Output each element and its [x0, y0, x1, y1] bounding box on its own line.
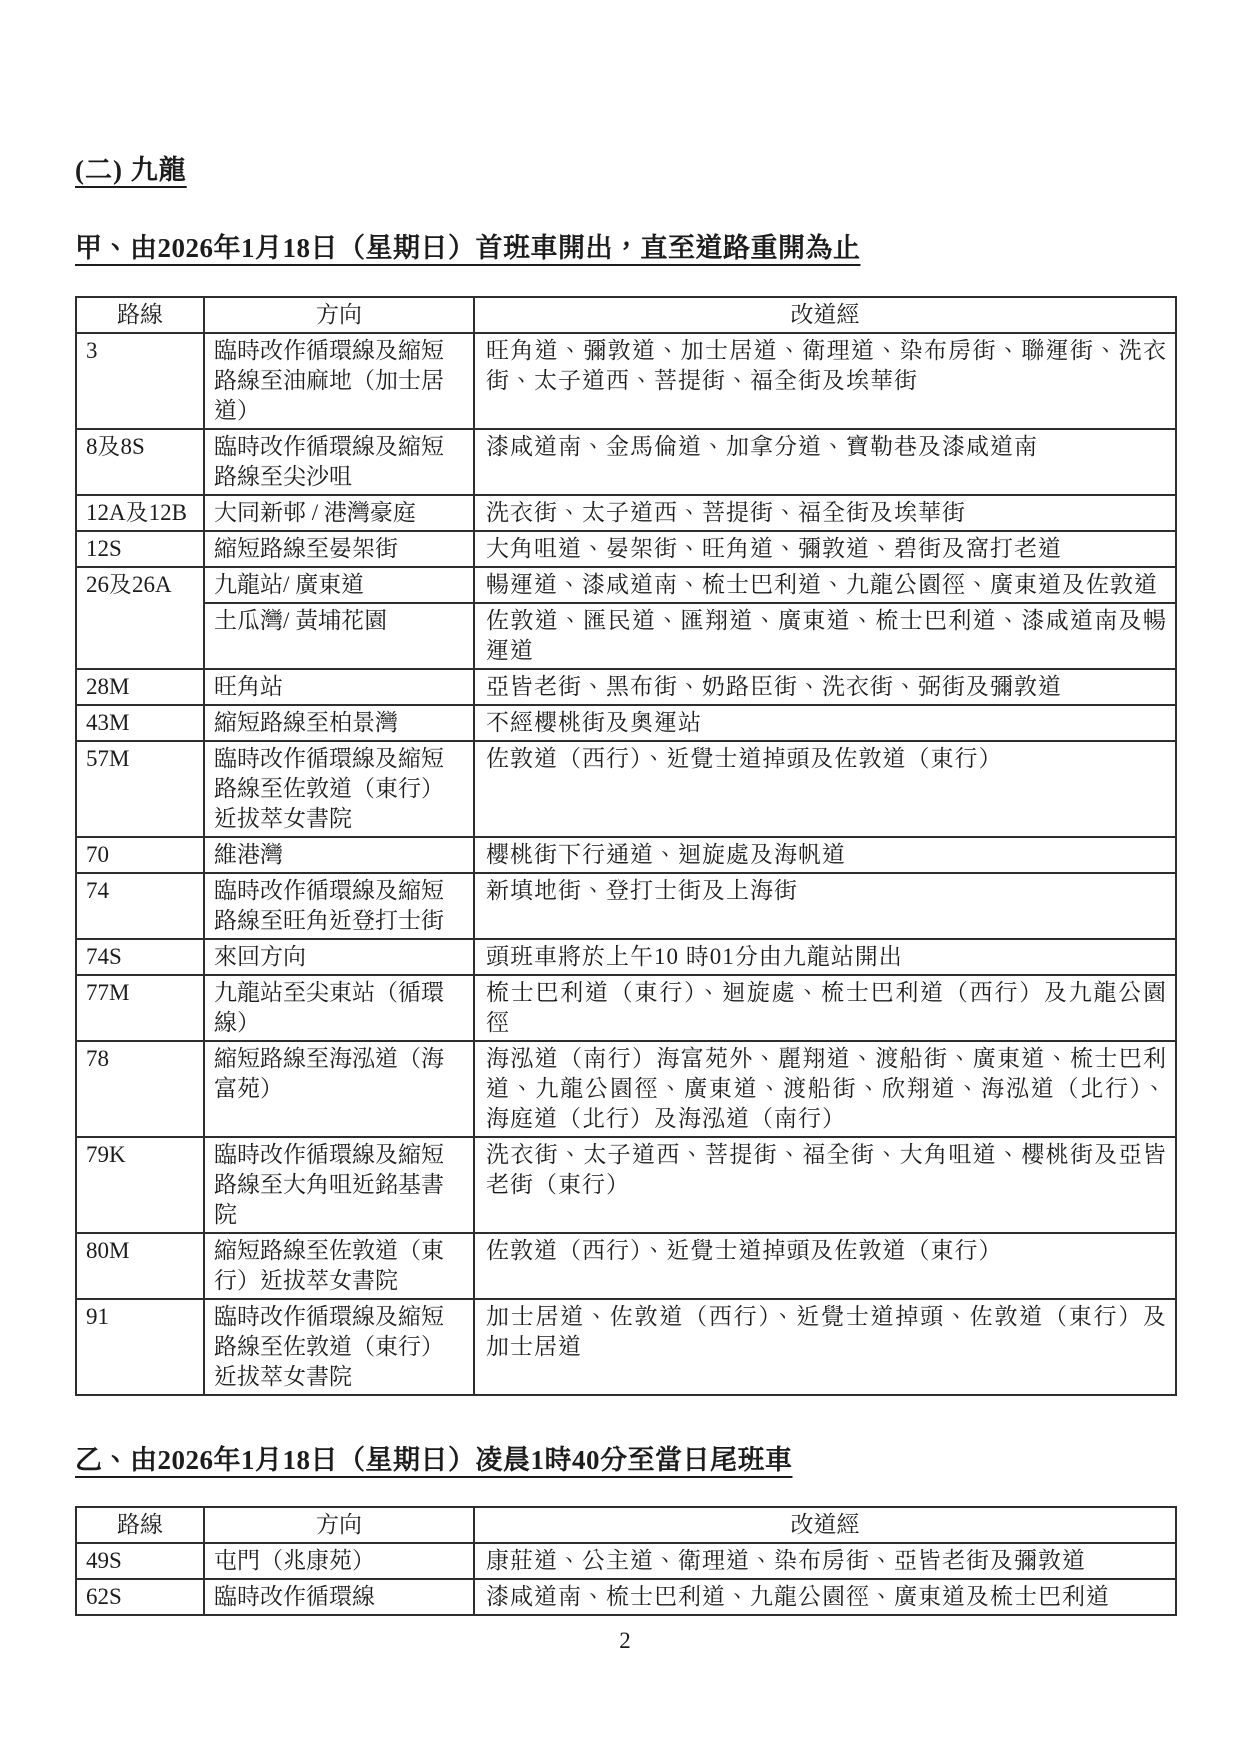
direction-cell: 縮短路線至佐敦道（東行）近拔萃女書院 [204, 1233, 474, 1299]
page-title: (二) 九龍 [75, 155, 187, 185]
direction-cell: 九龍站至尖東站（循環線） [204, 975, 474, 1041]
via-cell: 康莊道、公主道、衛理道、染布房街、亞皆老街及彌敦道 [474, 1543, 1176, 1579]
via-cell: 漆咸道南、梳士巴利道、九龍公園徑、廣東道及梳士巴利道 [474, 1579, 1176, 1615]
direction-cell: 土瓜灣/ 黃埔花園 [204, 603, 474, 669]
via-cell: 佐敦道、匯民道、匯翔道、廣東道、梳士巴利道、漆咸道南及暢運道 [474, 603, 1176, 669]
route-cell: 57M [76, 741, 204, 837]
direction-cell: 縮短路線至晏架街 [204, 531, 474, 567]
via-cell: 新填地街、登打士街及上海街 [474, 873, 1176, 939]
direction-cell: 臨時改作循環線 [204, 1579, 474, 1615]
direction-cell: 臨時改作循環線及縮短路線至尖沙咀 [204, 429, 474, 495]
route-cell: 77M [76, 975, 204, 1041]
table-row [76, 939, 1176, 975]
document-page [0, 152, 1241, 1755]
table-row [76, 567, 1176, 603]
via-cell: 海泓道（南行）海富苑外、麗翔道、渡船街、廣東道、梳士巴利道、九龍公園徑、廣東道、渡船街、欣翔道、海泓道（北行）、海庭道（北行）及海泓道（南行） [474, 1041, 1176, 1137]
direction-cell: 屯門（兆康苑） [204, 1543, 474, 1579]
table-row [76, 975, 1176, 1041]
direction-cell: 臨時改作循環線及縮短路線至旺角近登打士街 [204, 873, 474, 939]
table-row [76, 495, 1176, 531]
route-cell: 28M [76, 669, 204, 705]
table-row [76, 603, 1176, 669]
route-cell: 12S [76, 531, 204, 567]
route-cell: 79K [76, 1137, 204, 1233]
route-cell: 80M [76, 1233, 204, 1299]
route-cell: 62S [76, 1579, 204, 1615]
route-cell: 70 [76, 837, 204, 873]
direction-cell: 臨時改作循環線及縮短路線至佐敦道（東行）近拔萃女書院 [204, 741, 474, 837]
section-heading-b: 乙、由2026年1月18日（星期日）凌晨1時40分至當日尾班車 [75, 1445, 793, 1475]
table-header-direction: 方向 [204, 1507, 474, 1543]
route-cell: 49S [76, 1543, 204, 1579]
direction-cell: 大同新邨 / 港灣豪庭 [204, 495, 474, 531]
route-cell: 12A及12B [76, 495, 204, 531]
via-cell: 大角咀道、晏架街、旺角道、彌敦道、碧街及窩打老道 [474, 531, 1176, 567]
table-row [76, 705, 1176, 741]
route-cell: 74 [76, 873, 204, 939]
route-cell: 91 [76, 1299, 204, 1395]
via-cell: 洗衣街、太子道西、菩提街、福全街及埃華街 [474, 495, 1176, 531]
table-header-via: 改道經 [474, 1507, 1176, 1543]
table-header-row [76, 297, 1176, 333]
direction-cell: 縮短路線至海泓道（海富苑） [204, 1041, 474, 1137]
table-row [76, 1579, 1176, 1615]
table-row [76, 1233, 1176, 1299]
table-row [76, 1543, 1176, 1579]
route-cell: 74S [76, 939, 204, 975]
via-cell: 不經櫻桃街及奧運站 [474, 705, 1176, 741]
via-cell: 梳士巴利道（東行）、迴旋處、梳士巴利道（西行）及九龍公園徑 [474, 975, 1176, 1041]
route-cell: 8及8S [76, 429, 204, 495]
via-cell: 佐敦道（西行）、近覺士道掉頭及佐敦道（東行） [474, 1233, 1176, 1299]
route-cell: 78 [76, 1041, 204, 1137]
direction-cell: 臨時改作循環線及縮短路線至佐敦道（東行）近拔萃女書院 [204, 1299, 474, 1395]
via-cell: 暢運道、漆咸道南、梳士巴利道、九龍公園徑、廣東道及佐敦道 [474, 567, 1176, 603]
route-cell: 43M [76, 705, 204, 741]
table-header-route: 路線 [76, 297, 204, 333]
via-cell: 佐敦道（西行）、近覺士道掉頭及佐敦道（東行） [474, 741, 1176, 837]
via-cell: 旺角道、彌敦道、加士居道、衛理道、染布房街、聯運街、洗衣街、太子道西、菩提街、福全街及埃華街 [474, 333, 1176, 429]
section-heading-a: 甲、由2026年1月18日（星期日）首班車開出，直至道路重開為止 [75, 233, 861, 263]
table-row [76, 531, 1176, 567]
table-header-direction: 方向 [204, 297, 474, 333]
table-header-row [76, 1507, 1176, 1543]
table-row [76, 837, 1176, 873]
table-row [76, 1137, 1176, 1233]
direction-cell: 旺角站 [204, 669, 474, 705]
table-row [76, 1299, 1176, 1395]
direction-cell: 維港灣 [204, 837, 474, 873]
direction-cell: 九龍站/ 廣東道 [204, 567, 474, 603]
routes-table-a [75, 296, 1177, 1396]
table-row [76, 741, 1176, 837]
via-cell: 頭班車將於上午10 時01分由九龍站開出 [474, 939, 1176, 975]
direction-cell: 臨時改作循環線及縮短路線至大角咀近銘基書院 [204, 1137, 474, 1233]
table-row [76, 669, 1176, 705]
table-row [76, 873, 1176, 939]
direction-cell: 來回方向 [204, 939, 474, 975]
routes-table-b [75, 1506, 1177, 1616]
route-cell: 3 [76, 333, 204, 429]
table-row [76, 1041, 1176, 1137]
table-row [76, 429, 1176, 495]
page-number: 2 [619, 1628, 631, 1653]
table-row [76, 333, 1176, 429]
table-header-via: 改道經 [474, 297, 1176, 333]
via-cell: 櫻桃街下行通道、迴旋處及海帆道 [474, 837, 1176, 873]
via-cell: 漆咸道南、金馬倫道、加拿分道、寶勒巷及漆咸道南 [474, 429, 1176, 495]
direction-cell: 臨時改作循環線及縮短路線至油麻地（加士居道） [204, 333, 474, 429]
table-header-route: 路線 [76, 1507, 204, 1543]
route-cell: 26及26A [76, 567, 204, 669]
via-cell: 洗衣街、太子道西、菩提街、福全街、大角咀道、櫻桃街及亞皆老街（東行） [474, 1137, 1176, 1233]
direction-cell: 縮短路線至柏景灣 [204, 705, 474, 741]
via-cell: 亞皆老街、黑布街、奶路臣街、洗衣街、弼街及彌敦道 [474, 669, 1176, 705]
via-cell: 加士居道、佐敦道（西行）、近覺士道掉頭、佐敦道（東行）及加士居道 [474, 1299, 1176, 1395]
